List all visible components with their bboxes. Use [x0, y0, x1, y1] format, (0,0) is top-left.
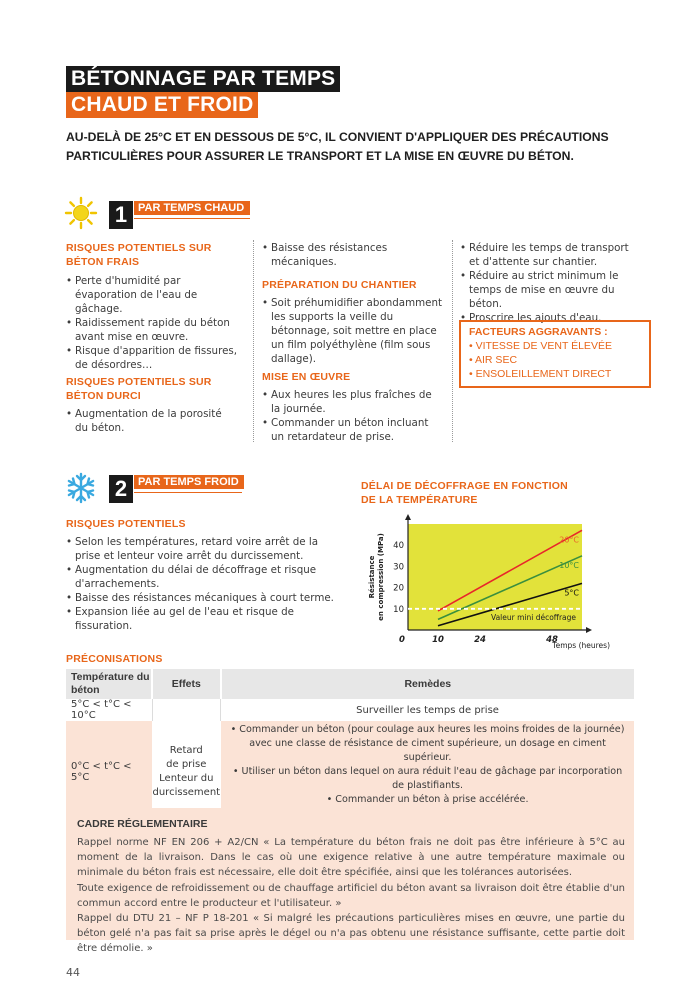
list-item: • Augmentation de la porosité du béton.	[66, 407, 236, 435]
list-col3	[460, 241, 640, 325]
remede-line: • Commander un béton à prise accélérée.	[326, 794, 529, 805]
section-number-1: 1	[109, 201, 133, 229]
heading-mise-en-oeuvre: MISE EN ŒUVRE	[262, 371, 351, 383]
list-item: • Perte d'humidité par évaporation de l'eau de gâchage.	[66, 274, 242, 316]
chart-title-line1: DÉLAI DE DÉCOFFRAGE EN FONCTION	[361, 480, 568, 492]
chart-y-arrow	[405, 514, 411, 520]
list-item: • Aux heures les plus fraîches de la journée.	[262, 388, 444, 416]
cadre-paragraph: Rappel norme NF EN 206 + A2/CN « La température du béton frais ne doit pas être inférieure à 5°C au moment de la livraison. Dans le cas où une exigence relative à une autre température maximale ou minimale du béton frais est nécessaire, elle doit être spécifiée, ainsi que les tolérances autorisées.	[77, 837, 625, 879]
list-item: • Expansion liée au gel de l'eau et risque de fissuration.	[66, 605, 342, 633]
list-item: • Selon les températures, retard voire arrêt de la prise et lenteur voire arrêt du durcissement.	[66, 535, 342, 563]
list-item: • Soit préhumidifier abondamment les supports la veille du bétonnage, soit mettre en place un film polyéthylène (film sous dallage).	[262, 296, 444, 366]
cadre-paragraph: Toute exigence de refroidissement ou de chauffage artificiel du béton avant sa livraison doit être établie d'un commun accord entre le producteur et l'utilisateur. »	[77, 882, 625, 909]
snowflake-icon	[64, 471, 98, 505]
list-mise-en-oeuvre	[262, 388, 444, 444]
chart-series-label: 20°C	[559, 535, 579, 545]
cell-temp-row1: 5°C < t°C < 10°C	[66, 699, 152, 721]
heading-preconisations: PRÉCONISATIONS	[66, 653, 163, 665]
chart-x-axis-label: Temps (heures)	[552, 641, 610, 650]
cadre-paragraph: Rappel du DTU 21 – NF P 18-201 « Si malgré les précautions particulières mises en œuvre, une partie du béton gelé n'a pas fait sa prise après le dégel ou n'a pas obtenu une résistance suffisante, cette partie doit être démolie. »	[77, 913, 625, 955]
facteur-item: • ENSOLEILLEMENT DIRECT	[469, 368, 612, 380]
cell-temp-row2: 0°C < t°C < 5°C	[66, 721, 152, 823]
chart-y-tick-label: 20	[393, 583, 404, 594]
sun-icon	[64, 196, 98, 230]
list-item: • Baisse des résistances mécaniques à court terme.	[66, 591, 342, 605]
remede-line: • Utiliser un béton dans lequel on aura réduit l'eau de gâchage par incorporation de plastifiants.	[232, 766, 623, 791]
heading-risques-potentiels: RISQUES POTENTIELS	[66, 518, 186, 530]
chart-y-axis-label: Résistance	[368, 555, 376, 599]
heading-risques-frais: RISQUES POTENTIELS SUR BÉTON FRAIS	[66, 242, 212, 268]
cell-effets-row1	[152, 699, 221, 721]
cadre-reglementaire-box	[66, 808, 634, 955]
list-item: • Raidissement rapide du béton avant mise en œuvre.	[66, 316, 242, 344]
facteurs-aggravants-box	[459, 320, 651, 388]
intro-text: AU-DELÀ DE 25°C ET EN DESSOUS DE 5°C, IL CONVIENT D'APPLIQUER DES PRÉCAUTIONS PARTICULIÈRES POUR ASSURER LE TRANSPORT ET LA MISE EN ŒUVRE DU BÉTON.	[66, 130, 609, 163]
list-col2	[262, 241, 447, 269]
effet-line: durcissement	[152, 787, 221, 798]
heading-preparation: PRÉPARATION DU CHANTIER	[262, 279, 417, 291]
chart-x-tick-label: 0	[399, 635, 405, 645]
list-item: • Augmentation du délai de décoffrage et risque d'arrachements.	[66, 563, 342, 591]
list-risques-frais	[66, 274, 242, 372]
page-title-line2: CHAUD ET FROID	[66, 92, 258, 118]
list-item: • Réduire les temps de transport et d'attente sur chantier.	[460, 241, 640, 269]
cadre-title: CADRE RÉGLEMENTAIRE	[77, 818, 208, 830]
section-tag-underline	[134, 218, 250, 219]
header-remedes: Remèdes	[404, 678, 452, 690]
list-risques-potentiels	[66, 535, 342, 633]
section-tag-cold: PAR TEMPS FROID	[134, 475, 244, 489]
chart-threshold-label: Valeur mini décoffrage	[491, 612, 576, 622]
list-item: • Proscrire les ajouts d'eau.	[460, 311, 640, 325]
resistance-chart	[360, 514, 620, 656]
heading-risques-durci: RISQUES POTENTIELS SUR BÉTON DURCI	[66, 376, 212, 402]
page-number: 44	[66, 966, 80, 979]
list-item: • Risque d'apparition de fissures, de désordres…	[66, 344, 242, 372]
header-temperature: Température du béton	[66, 669, 152, 699]
list-risques-durci	[66, 407, 236, 435]
cell-remede-row1: Surveiller les temps de prise	[356, 704, 499, 716]
chart-x-arrow	[586, 627, 592, 633]
list-item: • Réduire au strict minimum le temps de mise en œuvre du béton.	[460, 269, 640, 311]
chart-series-label: 10°C	[559, 560, 579, 570]
column-divider	[253, 240, 254, 442]
chart-y-tick-label: 10	[393, 604, 404, 615]
effet-line: Lenteur du	[159, 773, 214, 784]
effet-line: de prise	[166, 759, 207, 770]
chart-y-axis-label: en compression (MPa)	[377, 533, 385, 621]
list-preparation	[262, 296, 444, 366]
remede-line: • Commander un béton (pour coulage aux heures les moins froides de la journée) avec une classe de résistance de ciment supérieure, un dosage en ciment supérieur.	[230, 724, 625, 763]
section-tag-hot: PAR TEMPS CHAUD	[134, 201, 250, 215]
column-divider	[452, 240, 453, 442]
chart-x-tick-label: 48	[546, 635, 558, 645]
list-item: • Commander un béton incluant un retardateur de prise.	[262, 416, 444, 444]
facteurs-aggravants-title: FACTEURS AGGRAVANTS :	[469, 326, 608, 338]
chart-x-tick-label: 10	[432, 635, 444, 645]
chart-series-label: 5°C	[564, 588, 579, 598]
chart-x-tick-label: 24	[474, 635, 486, 645]
list-item: • Baisse des résistances mécaniques.	[262, 241, 447, 269]
header-effets: Effets	[152, 669, 221, 699]
preconisations-table	[66, 669, 634, 823]
effet-line: Retard	[169, 745, 203, 756]
section-number-2: 2	[109, 475, 133, 503]
chart-title-line2: DE LA TEMPÉRATURE	[361, 494, 478, 506]
section-tag-underline	[134, 492, 242, 493]
page-title-line1: BÉTONNAGE PAR TEMPS	[66, 66, 340, 92]
chart-y-tick-label: 40	[393, 541, 404, 552]
facteur-item: • VITESSE DE VENT ÉLEVÉE	[469, 340, 612, 352]
chart-y-tick-label: 30	[393, 562, 404, 573]
chart-title	[361, 479, 601, 507]
facteur-item: • AIR SEC	[469, 354, 518, 366]
cadre-body	[77, 835, 625, 957]
